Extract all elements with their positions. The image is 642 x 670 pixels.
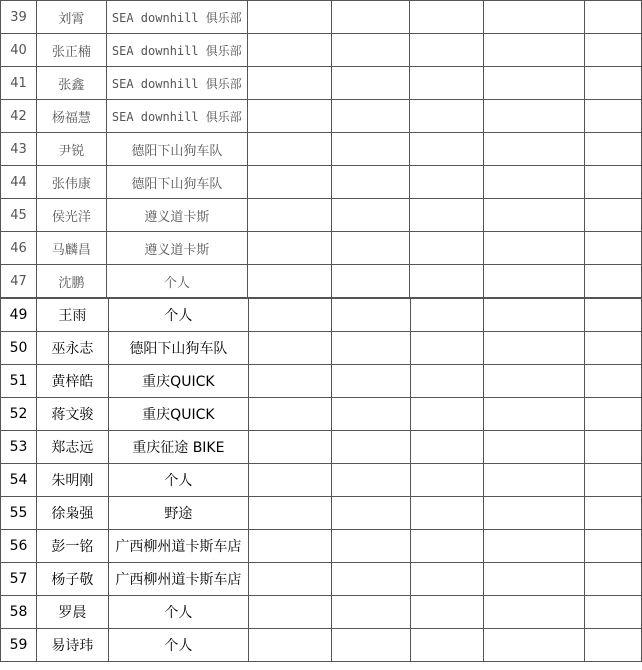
table-row	[1, 596, 642, 629]
number-cell[interactable]: 50	[1, 332, 37, 365]
empty-cell[interactable]	[585, 133, 642, 166]
empty-cell[interactable]	[331, 563, 411, 596]
empty-cell[interactable]	[248, 596, 331, 629]
table-row	[1, 133, 642, 166]
number-cell[interactable]: 59	[1, 629, 37, 662]
empty-cell[interactable]	[410, 133, 484, 166]
table-row	[1, 199, 642, 232]
team-cell[interactable]: SEA downhill 俱乐部	[106, 100, 247, 133]
number-cell[interactable]: 46	[1, 232, 37, 265]
empty-cell[interactable]	[484, 232, 585, 265]
number-cell[interactable]: 56	[1, 530, 37, 563]
number-cell[interactable]: 49	[1, 299, 37, 332]
empty-cell[interactable]	[585, 232, 642, 265]
empty-cell[interactable]	[585, 299, 642, 332]
team-cell[interactable]: 个人	[108, 299, 248, 332]
empty-cell[interactable]	[331, 398, 411, 431]
team-cell[interactable]: 重庆征途 BIKE	[108, 431, 248, 464]
roster-table-lower	[0, 298, 642, 662]
empty-cell[interactable]	[585, 67, 642, 100]
number-cell[interactable]: 54	[1, 464, 37, 497]
name-cell[interactable]: 杨子敬	[36, 563, 108, 596]
empty-cell[interactable]	[484, 1, 585, 34]
empty-cell[interactable]	[331, 299, 411, 332]
empty-cell[interactable]	[411, 464, 484, 497]
empty-cell[interactable]	[585, 398, 642, 431]
number-cell[interactable]: 45	[1, 199, 37, 232]
empty-cell[interactable]	[248, 299, 331, 332]
number-cell[interactable]: 51	[1, 365, 37, 398]
empty-cell[interactable]	[331, 332, 411, 365]
empty-cell[interactable]	[410, 232, 484, 265]
empty-cell[interactable]	[331, 265, 410, 298]
empty-cell[interactable]	[484, 398, 585, 431]
number-cell[interactable]: 52	[1, 398, 37, 431]
empty-cell[interactable]	[585, 265, 642, 298]
name-cell[interactable]: 沈鹏	[36, 265, 106, 298]
empty-cell[interactable]	[585, 563, 642, 596]
empty-cell[interactable]	[248, 563, 331, 596]
empty-cell[interactable]	[331, 1, 410, 34]
empty-cell[interactable]	[484, 265, 585, 298]
empty-cell[interactable]	[411, 398, 484, 431]
empty-cell[interactable]	[484, 596, 585, 629]
team-cell[interactable]: 德阳下山狗车队	[108, 332, 248, 365]
empty-cell[interactable]	[484, 563, 585, 596]
empty-cell[interactable]	[411, 497, 484, 530]
empty-cell[interactable]	[331, 199, 410, 232]
empty-cell[interactable]	[585, 497, 642, 530]
team-cell[interactable]: 个人	[108, 596, 248, 629]
table-row	[1, 629, 642, 662]
empty-cell[interactable]	[411, 299, 484, 332]
empty-cell[interactable]	[585, 530, 642, 563]
empty-cell[interactable]	[331, 34, 410, 67]
empty-cell[interactable]	[410, 265, 484, 298]
table-row	[1, 232, 642, 265]
empty-cell[interactable]	[585, 431, 642, 464]
table-row	[1, 100, 642, 133]
empty-cell[interactable]	[484, 299, 585, 332]
empty-cell[interactable]	[484, 133, 585, 166]
empty-cell[interactable]	[247, 100, 331, 133]
table-row	[1, 497, 642, 530]
name-cell[interactable]: 朱明刚	[36, 464, 108, 497]
empty-cell[interactable]	[585, 166, 642, 199]
empty-cell[interactable]	[331, 365, 411, 398]
name-cell[interactable]: 尹锐	[36, 133, 106, 166]
team-cell[interactable]: 遵义道卡斯	[106, 199, 247, 232]
empty-cell[interactable]	[484, 497, 585, 530]
empty-cell[interactable]	[585, 34, 642, 67]
number-cell[interactable]: 43	[1, 133, 37, 166]
empty-cell[interactable]	[410, 199, 484, 232]
empty-cell[interactable]	[585, 464, 642, 497]
name-cell[interactable]: 刘霄	[36, 1, 106, 34]
empty-cell[interactable]	[411, 629, 484, 662]
table-row	[1, 530, 642, 563]
empty-cell[interactable]	[247, 166, 331, 199]
table-row	[1, 563, 642, 596]
table-row	[1, 265, 642, 298]
name-cell[interactable]: 黄梓皓	[36, 365, 108, 398]
empty-cell[interactable]	[248, 464, 331, 497]
empty-cell[interactable]	[331, 232, 410, 265]
empty-cell[interactable]	[331, 497, 411, 530]
empty-cell[interactable]	[247, 232, 331, 265]
empty-cell[interactable]	[247, 67, 331, 100]
table-row	[1, 166, 642, 199]
empty-cell[interactable]	[484, 332, 585, 365]
empty-cell[interactable]	[410, 100, 484, 133]
empty-cell[interactable]	[585, 100, 642, 133]
empty-cell[interactable]	[484, 530, 585, 563]
empty-cell[interactable]	[248, 530, 331, 563]
team-cell[interactable]: 野途	[108, 497, 248, 530]
number-cell[interactable]: 41	[1, 67, 37, 100]
table-row	[1, 299, 642, 332]
empty-cell[interactable]	[331, 464, 411, 497]
empty-cell[interactable]	[411, 530, 484, 563]
team-cell[interactable]: 广西柳州道卡斯车店	[108, 563, 248, 596]
name-cell[interactable]: 张伟康	[36, 166, 106, 199]
number-cell[interactable]: 42	[1, 100, 37, 133]
name-cell[interactable]: 杨福慧	[36, 100, 106, 133]
empty-cell[interactable]	[331, 133, 410, 166]
table-row	[1, 34, 642, 67]
team-cell[interactable]: 重庆QUICK	[108, 398, 248, 431]
number-cell[interactable]: 44	[1, 166, 37, 199]
empty-cell[interactable]	[585, 596, 642, 629]
empty-cell[interactable]	[585, 365, 642, 398]
empty-cell[interactable]	[410, 1, 484, 34]
empty-cell[interactable]	[411, 332, 484, 365]
empty-cell[interactable]	[247, 265, 331, 298]
empty-cell[interactable]	[484, 431, 585, 464]
team-cell[interactable]: 广西柳州道卡斯车店	[108, 530, 248, 563]
table-row	[1, 332, 642, 365]
team-cell[interactable]: 个人	[108, 464, 248, 497]
empty-cell[interactable]	[410, 166, 484, 199]
number-cell[interactable]: 47	[1, 265, 37, 298]
empty-cell[interactable]	[410, 34, 484, 67]
number-cell[interactable]: 57	[1, 563, 37, 596]
empty-cell[interactable]	[484, 365, 585, 398]
empty-cell[interactable]	[411, 563, 484, 596]
name-cell[interactable]: 张鑫	[36, 67, 106, 100]
name-cell[interactable]: 徐枭强	[36, 497, 108, 530]
table-row	[1, 67, 642, 100]
empty-cell[interactable]	[331, 100, 410, 133]
number-cell[interactable]: 40	[1, 34, 37, 67]
number-cell[interactable]: 39	[1, 1, 37, 34]
empty-cell[interactable]	[331, 629, 411, 662]
team-cell[interactable]: 遵义道卡斯	[106, 232, 247, 265]
table-row	[1, 431, 642, 464]
empty-cell[interactable]	[484, 100, 585, 133]
team-cell[interactable]: SEA downhill 俱乐部	[106, 34, 247, 67]
empty-cell[interactable]	[484, 34, 585, 67]
name-cell[interactable]: 易诗玮	[36, 629, 108, 662]
empty-cell[interactable]	[585, 199, 642, 232]
team-cell[interactable]: 德阳下山狗车队	[106, 166, 247, 199]
empty-cell[interactable]	[484, 464, 585, 497]
empty-cell[interactable]	[247, 133, 331, 166]
empty-cell[interactable]	[247, 34, 331, 67]
empty-cell[interactable]	[411, 365, 484, 398]
team-cell[interactable]: 德阳下山狗车队	[106, 133, 247, 166]
team-cell[interactable]: 个人	[106, 265, 247, 298]
empty-cell[interactable]	[248, 497, 331, 530]
name-cell[interactable]: 侯光洋	[36, 199, 106, 232]
number-cell[interactable]: 53	[1, 431, 37, 464]
table-row	[1, 365, 642, 398]
empty-cell[interactable]	[484, 199, 585, 232]
empty-cell[interactable]	[484, 67, 585, 100]
name-cell[interactable]: 蒋文骏	[36, 398, 108, 431]
empty-cell[interactable]	[331, 67, 410, 100]
number-cell[interactable]: 58	[1, 596, 37, 629]
empty-cell[interactable]	[248, 629, 331, 662]
team-cell[interactable]: 重庆QUICK	[108, 365, 248, 398]
table-row	[1, 1, 642, 34]
table-row	[1, 464, 642, 497]
empty-cell[interactable]	[247, 1, 331, 34]
empty-cell[interactable]	[248, 431, 331, 464]
table-row	[1, 398, 642, 431]
empty-cell[interactable]	[585, 332, 642, 365]
team-cell[interactable]: SEA downhill 俱乐部	[106, 1, 247, 34]
empty-cell[interactable]	[585, 1, 642, 34]
name-cell[interactable]: 马麟昌	[36, 232, 106, 265]
name-cell[interactable]: 彭一铭	[36, 530, 108, 563]
empty-cell[interactable]	[248, 398, 331, 431]
empty-cell[interactable]	[411, 596, 484, 629]
name-cell[interactable]: 郑志远	[36, 431, 108, 464]
name-cell[interactable]: 王雨	[36, 299, 108, 332]
empty-cell[interactable]	[248, 365, 331, 398]
empty-cell[interactable]	[248, 332, 331, 365]
empty-cell[interactable]	[331, 530, 411, 563]
number-cell[interactable]: 55	[1, 497, 37, 530]
empty-cell[interactable]	[331, 166, 410, 199]
name-cell[interactable]: 巫永志	[36, 332, 108, 365]
name-cell[interactable]: 张正楠	[36, 34, 106, 67]
empty-cell[interactable]	[410, 67, 484, 100]
empty-cell[interactable]	[411, 431, 484, 464]
empty-cell[interactable]	[585, 629, 642, 662]
empty-cell[interactable]	[247, 199, 331, 232]
empty-cell[interactable]	[484, 166, 585, 199]
team-cell[interactable]: 个人	[108, 629, 248, 662]
empty-cell[interactable]	[484, 629, 585, 662]
empty-cell[interactable]	[331, 596, 411, 629]
empty-cell[interactable]	[331, 431, 411, 464]
roster-table-upper	[0, 0, 642, 298]
name-cell[interactable]: 罗晨	[36, 596, 108, 629]
team-cell[interactable]: SEA downhill 俱乐部	[106, 67, 247, 100]
